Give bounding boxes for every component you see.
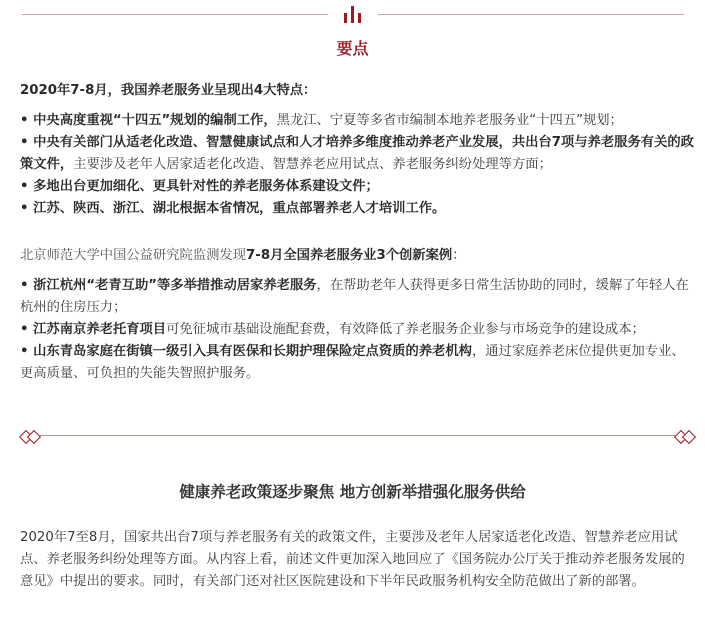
bars-icon [344, 5, 362, 23]
header-rule-right [378, 14, 684, 15]
header-rule-left [22, 14, 328, 15]
cases-block [20, 245, 695, 385]
section-divider [20, 432, 695, 440]
section-title: 健康养老政策逐步聚焦 地方创新举措强化服务供给 [179, 483, 526, 501]
list-item: • 山东青岛家庭在街镇一级引入具有医保和长期护理保险定点资质的养老机构，通过家庭养老床位提供更加专业、更高质量、可负担的失能失智照护服务。 [20, 344, 685, 381]
section-paragraph: 2020年7至8月，国家共出台7项与养老服务有关的政策文件，主要涉及老年人居家适老化改造、智慧养老应用试点、养老服务纠纷处理等方面。从内容上看，前述文件更加深入地回应了《国务院办公厅关于推动养老服务发展的意见》中提出的要求。同时，有关部门还对社区医院建设和下半年民政服务机构安全防范做出了新的部署。 [20, 530, 685, 589]
section-body [20, 527, 695, 593]
list-item: • 江苏南京养老托育项目可免征城市基础设施配套费，有效降低了养老服务企业参与市场竞争的建设成本； [20, 322, 645, 337]
list-item: • 中央有关部门从适老化改造、智慧健康试点和人才培养多维度推动养老产业发展，共出台7项与养老服务有关的政策文件，主要涉及老年人居家适老化改造、智慧养老应用试点、养老服务纠纷处理等方面； [20, 135, 694, 172]
divider-line [34, 435, 681, 436]
list-item: • 浙江杭州“老青互助”等多举措推动居家养老服务，在帮助老年人获得更多日常生活协助的同时，缓解了年轻人在杭州的住房压力； [20, 278, 689, 315]
list-item: • 江苏、陕西、浙江、湖北根据本省情况，重点部署养老人才培训工作。 [20, 201, 446, 216]
cases-intro: 北京师范大学中国公益研究院监测发现7-8月全国养老服务业3个创新案例： [20, 248, 466, 263]
summary-block [20, 80, 695, 220]
list-item: • 中央高度重视“十四五”规划的编制工作，黑龙江、宁夏等多省市编制本地养老服务业“十四五”规划； [20, 113, 623, 128]
page-title: 要点 [336, 39, 369, 58]
list-item: • 多地出台更加细化、更具针对性的养老服务体系建设文件； [20, 179, 379, 194]
summary-intro: 2020年7-8月，我国养老服务业呈现出4大特点： [20, 83, 317, 98]
